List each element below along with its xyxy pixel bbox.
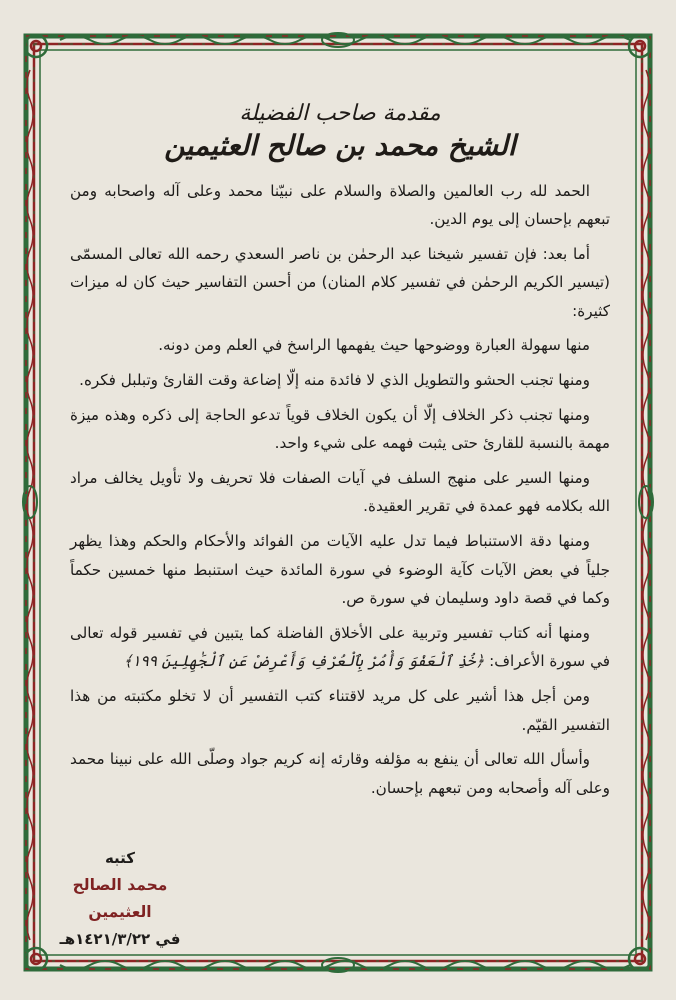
paragraph-recommendation: ومن أجل هذا أشير على كل مريد لاقتناء كتب التفسير أن لا تخلو مكتبته من هذا التفسير القيّم. (70, 687, 610, 734)
paragraph-feature-1: منها سهولة العبارة ووضوحها حيث يفهمها الراسخ في العلم ومن دونه. (158, 336, 590, 355)
preface-body (70, 177, 610, 803)
paragraph-feature-2: ومنها تجنب الحشو والتطويل الذي لا فائدة منه إلّا إضاعة وقت القارئ وتبلبل فكره. (79, 371, 590, 390)
paragraph-feature-4: ومنها السير على منهج السلف في آيات الصفات فلا تحريف ولا تأويل يخالف مراد الله بكلامه فهو عمدة في تقرير العقيدة. (70, 468, 610, 516)
title-line-1: مقدمة صاحب الفضيلة (239, 101, 441, 126)
paragraph-closing-prayer: وأسأل الله تعالى أن ينفع به مؤلفه وقارئه إنه كريم جواد وصلّى الله على نبينا محمد وعلى آله وأصحابه ومن تبعهم بإحسان. (70, 750, 610, 797)
paragraph-feature-6 (70, 619, 610, 676)
title-line-2: الشيخ محمد بن صالح العثيمين (164, 128, 516, 162)
paragraph-feature-5: ومنها دقة الاستنباط فيما تدل عليه الآيات من الفوائد والأحكام والحكم وهذا يظهر جلياً في بعض الآيات كآية الوضوء في سورة المائدة حيث استنبط منها خمسين حكماً وكما في قصة داود وسليمان في سورة ص. (70, 532, 610, 608)
paragraph-intro: أما بعد: فإن تفسير شيخنا عبد الرحمٰن بن ناصر السعدي رحمه الله تعالى المسمّى (تيسير الكريم الرحمٰن في تفسير كلام المنان) من أحسن التفاسير حيث كان له ميزات كثيرة: (70, 244, 610, 320)
signature-by: كتبه (104, 849, 136, 867)
signature-name: محمد الصالح العثيمين (72, 876, 168, 921)
paragraph-feature-6-text: ومنها أنه كتاب تفسير وتربية على الأخلاق الفاضلة كما يتبين في تفسير قوله تعالى في سورة الأعراف: (70, 623, 610, 671)
signature-date: في ١٤٢١/٣/٢٢هـ (59, 930, 181, 948)
quran-verse: ﴿خُذِ ٱلْعَفْوَ وَأْمُرْ بِٱلْعُرْفِ وَأَعْرِضْ عَنِ ٱلْجَٰهِلِينَ ١٩٩﴾ (123, 652, 485, 671)
paragraph-praise: الحمد لله رب العالمين والصلاة والسلام على نبيّنا محمد وعلى آله واصحابه ومن تبعهم بإحسان إلى يوم الدين. (70, 181, 610, 229)
signature-block (40, 845, 200, 953)
paragraph-feature-3: ومنها تجنب ذكر الخلاف إلّا أن يكون الخلاف قوياً تدعو الحاجة إلى ذكره وهذه ميزة مهمة بالنسبة للقارئ حتى يثبت فهمه على شيء واحد. (70, 405, 610, 453)
page-content (70, 100, 610, 900)
page-title (70, 100, 610, 163)
